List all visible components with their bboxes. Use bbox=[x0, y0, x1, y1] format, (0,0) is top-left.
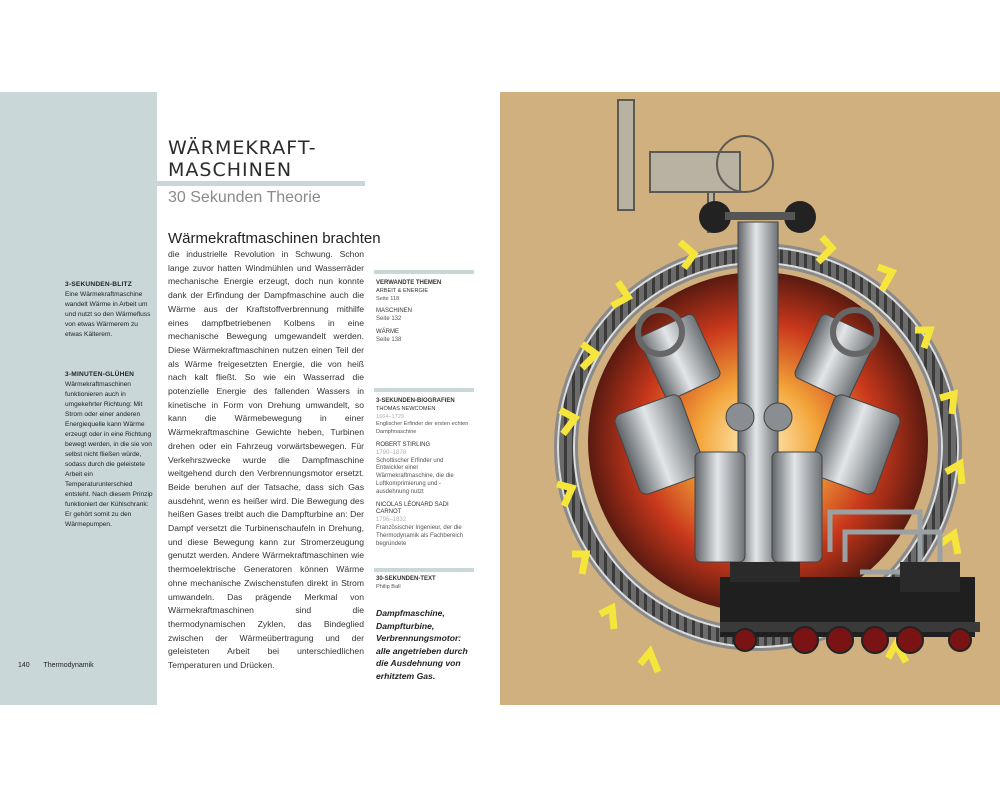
bio-name: NICOLAS LÉONARD SADI CARNOT bbox=[376, 501, 449, 516]
related-item bbox=[376, 288, 472, 304]
body-text: die industrielle Revolution in Schwung. Schon lange zuvor hatten Windmühlen und Wasserräder mechanische Energie erzeugt, doch nun konnte dank der Erfindung der Dampfmaschine auch die Wärme aus der Kraftstoffverbrennung mithilfe eines dampfbetriebenen Kolbens in eine mechanische Bewegung umgewandelt werden. Diese Wärmekraftmaschinen nutzen einen Teil der als Wärme freigesetzten Energie, die von heiß nach kalt fließt. So wie ein Wasserrad die potenzielle Energie des fallenden Wassers in kinetische in Form von Drehung umwandelt, so kann die Wärmebewegung in einer Wärmekraftmaschine Gewichte heben, Turbinen drehen oder ein Fahrzeug vorwärtsbewegen. Für Verkehrszwecke wurde die Dampfmaschine weitgehend durch den Verbrennungsmotor ersetzt. Beide beruhen auf der Tatsache, dass sich Gas ausdehnt, wenn es heißer wird. Die Bewegung des heißen Gases treibt auch die Dampfturbine an: Der Dampf versetzt die Turbinenschaufeln in Drehung, und diese Bewegung kann zur Stromerzeugung genutzt werden. Andere Wärmekraftmaschinen wie thermoelektrische Generatoren können Wärme ohne mechanische Zwischenstufen direkt in Strom umwandeln. Das prägende Merkmal von Wärmekraftmaschinen sind die thermodynamischen Zyklen, das Bindeglied zwischen der Wärmeübertragung und der geleisteten Arbeit bei unterschiedlichen Temperaturen und Drücken. bbox=[168, 249, 364, 671]
related-item-page: Seite 132 bbox=[376, 316, 402, 323]
related-block bbox=[376, 280, 472, 345]
bios-block bbox=[376, 398, 472, 548]
bio-years: 1664–1729 bbox=[376, 413, 404, 420]
bio-name: THOMAS NEWCOMEN bbox=[376, 405, 436, 412]
bios-rule bbox=[374, 388, 474, 392]
title-line-2: MASCHINEN bbox=[168, 159, 293, 181]
author-rule bbox=[374, 568, 474, 572]
bio-years: 1796–1832 bbox=[376, 517, 407, 524]
bio-desc: Französischer Ingenieur, der die Thermodynamik als Fachbereich begründete bbox=[376, 524, 464, 547]
page-title bbox=[168, 137, 368, 181]
bio-desc: Schottischer Erfinder und Entwickler einer Wärmekraftmaschine, die die Luftkomprimierung und -ausdehnung nutzt bbox=[376, 457, 454, 495]
bio-item bbox=[376, 442, 472, 497]
gluehen-rule bbox=[65, 361, 157, 365]
gluehen-text: Wärmekraftmaschinen funktionieren auch in umgekehrter Richtung: Mit Strom oder einer anderen Energiequelle kann Wärme erzeugt oder in eine Richtung bewegt werden, in die sie von selbst nicht fließen würde, sodass durch die geleistete Arbeit ein Temperaturunterschied entsteht. Nach diesem Prinzip funktioniert der Kühlschrank: Er gehört somit zu den Wärmepumpen. bbox=[65, 381, 153, 528]
gluehen-heading: 3-MINUTEN-GLÜHEN bbox=[65, 371, 135, 378]
blitz-heading: 3-SEKUNDEN-BLITZ bbox=[65, 281, 132, 288]
author-block bbox=[376, 576, 472, 592]
section-bullet-icon bbox=[34, 662, 40, 668]
related-item-page: Seite 138 bbox=[376, 336, 402, 343]
engine-illustration bbox=[500, 92, 1000, 705]
subtitle: 30 Sekunden Theorie bbox=[168, 189, 321, 206]
bio-item bbox=[376, 502, 472, 549]
image-caption: Dampfmaschine, Dampfturbine, Verbrennungsmotor: alle angetrieben durch die Ausdehnung von erhitztem Gas. bbox=[376, 608, 468, 681]
related-item bbox=[376, 308, 472, 324]
blitz-text: Eine Wärmekraftmaschine wandelt Wärme in Arbeit um und nutzt so den Wärmefluss von etwas Wärmerem zu etwas Kälterem. bbox=[65, 291, 151, 338]
related-item-title: WÄRME bbox=[376, 328, 399, 335]
bio-name: ROBERT STIRLING bbox=[376, 441, 431, 448]
bio-desc: Englischer Erfinder der ersten echten Dampfmaschine bbox=[376, 421, 469, 436]
folio bbox=[18, 662, 94, 669]
section-name: Thermodynamik bbox=[43, 662, 94, 669]
related-item-title: ARBEIT & ENERGIE bbox=[376, 287, 429, 294]
bio-item bbox=[376, 406, 472, 437]
bio-years: 1790–1878 bbox=[376, 449, 407, 456]
author-name: Philip Ball bbox=[376, 583, 401, 590]
related-heading: VERWANDTE THEMEN bbox=[376, 280, 442, 286]
author-heading: 30-SEKUNDEN-TEXT bbox=[376, 576, 436, 582]
bios-heading: 3-SEKUNDEN-BIOGRAFIEN bbox=[376, 398, 455, 404]
related-rule bbox=[374, 270, 474, 274]
lead-heading: Wärmekraftmaschinen brachten bbox=[168, 230, 381, 247]
related-item-title: MASCHINEN bbox=[376, 308, 413, 315]
blitz-rule bbox=[65, 270, 157, 274]
related-item bbox=[376, 329, 472, 345]
page-number: 140 bbox=[18, 662, 30, 669]
title-rule bbox=[157, 181, 365, 186]
gluehen-block bbox=[65, 370, 153, 530]
related-item-page: Seite 118 bbox=[376, 295, 400, 302]
engine-collage-graphic bbox=[500, 92, 1000, 705]
title-line-1: WÄRMEKRAFT- bbox=[168, 137, 317, 159]
blitz-block bbox=[65, 280, 153, 340]
